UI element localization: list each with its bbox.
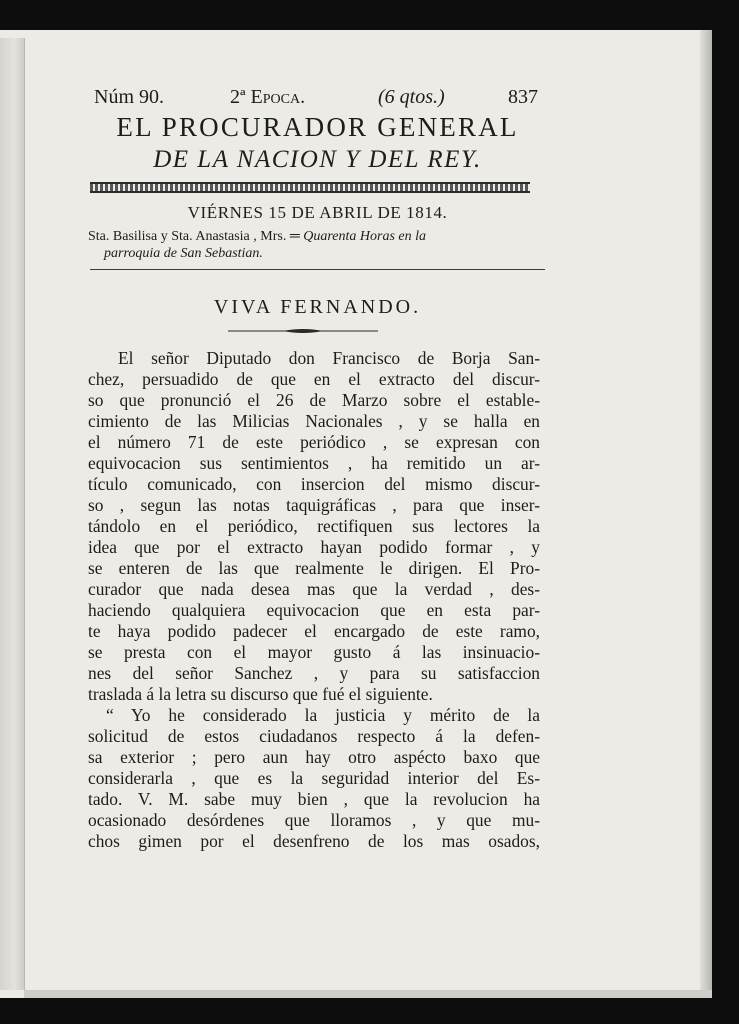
bottom-page-edge [24, 990, 712, 998]
article-body [88, 348, 540, 852]
text-line: idea que por el extracto hayan podido formar , y [88, 537, 540, 557]
text-line: sa exterior ; pero aun hay otro aspécto baxo que [88, 747, 540, 767]
paragraph-1 [88, 348, 540, 705]
text-line: El señor Diputado don Francisco de Borja San- [118, 348, 540, 368]
text-line: tándolo en el periódico, rectifiquen sus lectores la [88, 516, 540, 536]
forty-hours-note: Quarenta Horas en la [303, 229, 427, 244]
dateline: VIÉRNES 15 DE ABRIL DE 1814. [187, 203, 448, 222]
text-line: tículo comunicado, con insercion del mismo discur- [88, 474, 540, 494]
text-line: so que pronunció el 26 de Marzo sobre el estable- [88, 390, 540, 410]
masthead-subtitle: DE LA NACION Y DEL REY. [153, 146, 482, 173]
text-line: se presta con el mayor gusto á las insinuacio- [88, 642, 540, 662]
issue-number: Núm 90. [94, 86, 164, 108]
text-line: considerarla , que es la seguridad interior del Es- [88, 768, 540, 788]
right-page-edge [700, 30, 712, 998]
text-line: ocasionado desórdenes que lloramos , y que mu- [88, 810, 540, 830]
paragraph-2 [88, 705, 540, 852]
text-line: haciendo qualquiera equivocacion que en esta par- [88, 600, 540, 620]
text-line: nes del señor Sanchez , y para su satisfaccion [88, 663, 540, 683]
masthead-rule [90, 182, 530, 193]
saints-line [88, 229, 548, 245]
parish-note: parroquia de San Sebastian. [104, 246, 263, 261]
epoch-label: 2ª Epoca. [230, 86, 306, 108]
left-page-edge [0, 38, 25, 990]
text-line: te haya podido padecer el encargado de este ramo, [88, 621, 540, 641]
text-line: traslada á la letra su discurso que fué el siguiente. [88, 684, 433, 704]
running-header [94, 86, 542, 112]
text-line: cimiento de las Milicias Nacionales , y se halla en [88, 411, 540, 431]
text-line: curador que nada desea mas que la verdad , des- [88, 579, 540, 599]
text-line: se enteren de las que realmente le dirigen. El Pro- [88, 558, 540, 578]
text-line: el número 71 de este periódico , se expresan con [88, 432, 540, 452]
masthead-title: EL PROCURADOR GENERAL [116, 112, 519, 142]
text-line: “ Yo he considerado la justicia y mérito de la [106, 705, 540, 725]
saints-names: Sta. Basilisa y Sta. Anastasia , Mrs. ═ [88, 229, 300, 244]
text-line: so , segun las notas taquigráficas , para que inser- [88, 495, 540, 515]
page-number: 837 [508, 86, 538, 108]
text-line: chos gimen por el desenfreno de los mas osados, [88, 831, 540, 851]
section-divider [90, 269, 545, 270]
text-line: equivocacion sus sentimientos , ha remitido un ar- [88, 453, 540, 473]
text-line: chez, persuadido de que en el extracto del discur- [88, 369, 540, 389]
ornament-rule [228, 328, 378, 334]
price-label: (6 qtos.) [378, 86, 445, 108]
text-line: solicitud de estos ciudadanos respecto á la defen- [88, 726, 540, 746]
article-heading: VIVA FERNANDO. [213, 296, 422, 318]
text-line: tado. V. M. sabe muy bien , que la revolucion ha [88, 789, 540, 809]
